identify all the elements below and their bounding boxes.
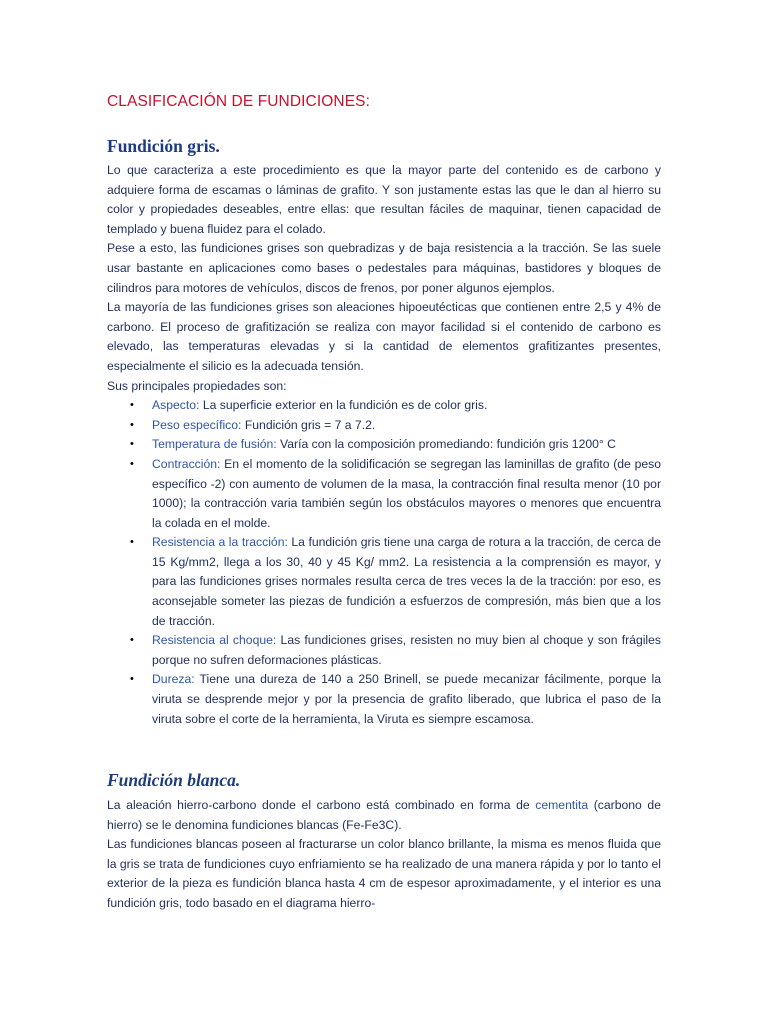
list-item (107, 455, 661, 533)
section-title-fundicion-blanca: Fundición blanca. (107, 770, 241, 790)
property-text: Varía con la composición promediando: fundición gris 1200° C (276, 437, 616, 452)
bullet-icon: • (130, 536, 134, 549)
paragraph: Lo que caracteriza a este procedimiento es que la mayor parte del contenido es de carbono y adquiere forma de escamas o láminas de grafito. Y son justamente estas las que le dan al hierro su color y propiedades deseables, entre ellas: que resultan fáciles de maquinar, tienen capacidad de templado y buena fluidez para el colado. (107, 163, 661, 236)
list-item (107, 533, 661, 631)
list-item (107, 435, 661, 455)
paragraph: Sus principales propiedades son: (107, 378, 287, 393)
list-item (107, 631, 661, 670)
property-text: Fundición gris = 7 a 7.2. (241, 417, 376, 432)
paragraph: La mayoría de las fundiciones grises son aleaciones hipoeutécticas que contienen entre 2,5 y 4% de carbono. El proceso de grafitización se realiza con mayor facilidad si el contenido de carbono es elevado, las temperaturas elevadas y si la cantidad de elementos grafitizantes presentes, especialmente el silicio es la adecuada tensión. (107, 300, 661, 373)
property-text: Las fundiciones grises, resisten no muy bien al choque y son frágiles porque no sufren deformaciones plásticas. (152, 633, 662, 667)
property-term: Resistencia a la tracción: (152, 535, 288, 550)
bullet-icon: • (130, 418, 134, 431)
bullet-icon: • (130, 457, 134, 470)
property-term: Peso específico: (152, 417, 242, 432)
bullet-icon: • (130, 399, 134, 412)
property-text: Tiene una dureza de 140 a 250 Brinell, se puede mecanizar fácilmente, porque la viruta se desprende mejor y por la presencia de grafito liberado, que lubrica el paso de la viruta sobre el corte de la herramienta, la Viruta es siempre escamosa. (152, 672, 661, 726)
keyword-cementita: cementita (535, 798, 589, 812)
paragraph: Las fundiciones blancas poseen al fracturarse un color blanco brillante, la misma es menos fluida que la gris se trata de fundiciones cuyo enfriamiento se ha realizado de una manera rápida y por lo tanto el exterior de la pieza es fundición blanca hasta 4 cm de espesor aproximadamente, y el interior es una fundición gris, todo basado en el diagrama hierro- (107, 837, 661, 910)
property-term: Contracción: (152, 456, 221, 471)
paragraph: Pese a esto, las fundiciones grises son quebradizas y de baja resistencia a la tracción. Se las suele usar bastante en aplicaciones como bases o pedestales para máquinas, bastidores y bloques de cilindros para motores de vehículos, discos de frenos, por poner algunos ejemplos. (107, 241, 661, 295)
paragraph (107, 796, 661, 835)
bullet-icon: • (130, 438, 134, 451)
list-item (107, 416, 661, 436)
list-item (107, 670, 661, 729)
property-text: La superficie exterior en la fundición es de color gris. (199, 398, 488, 413)
property-text: En el momento de la solidificación se segregan las laminillas de grafito (de peso específico -2) con aumento de volumen de la masa, la contracción final resulta menor (10 por 1000); la contracción varia también según los obstáculos mayores o menores que encuentra la colada en el molde. (152, 456, 661, 530)
properties-list (107, 396, 661, 729)
property-term: Dureza: (152, 672, 195, 687)
property-term: Aspecto: (152, 398, 200, 413)
property-term: Temperatura de fusión: (152, 437, 277, 452)
document-heading: CLASIFICACIÓN DE FUNDICIONES: (107, 93, 370, 110)
property-term: Resistencia al choque: (152, 633, 277, 648)
list-item (107, 396, 661, 416)
property-text: La fundición gris tiene una carga de rotura a la tracción, de cerca de 15 Kg/mm2, llega a los 30, 40 y 45 Kg/ mm2. La resistencia a la comprensión es mayor, y para las fundiciones grises normales resulta cerca de tres veces la de la tracción: por eso, es aconsejable someter las piezas de fundición a esfuerzos de compresión, más bien que a los de tracción. (152, 535, 661, 628)
bullet-icon: • (130, 634, 134, 647)
section-body-fundicion-gris (107, 161, 661, 729)
section-title-fundicion-gris: Fundición gris. (107, 136, 220, 156)
text-run: (carbono de hierro) se le denomina fundiciones blancas (Fe-Fe3C). (107, 798, 661, 832)
section-body-fundicion-blanca (107, 796, 661, 914)
text-run: La aleación hierro-carbono donde el carbono está combinado en forma de (107, 798, 536, 812)
bullet-icon: • (130, 673, 134, 686)
